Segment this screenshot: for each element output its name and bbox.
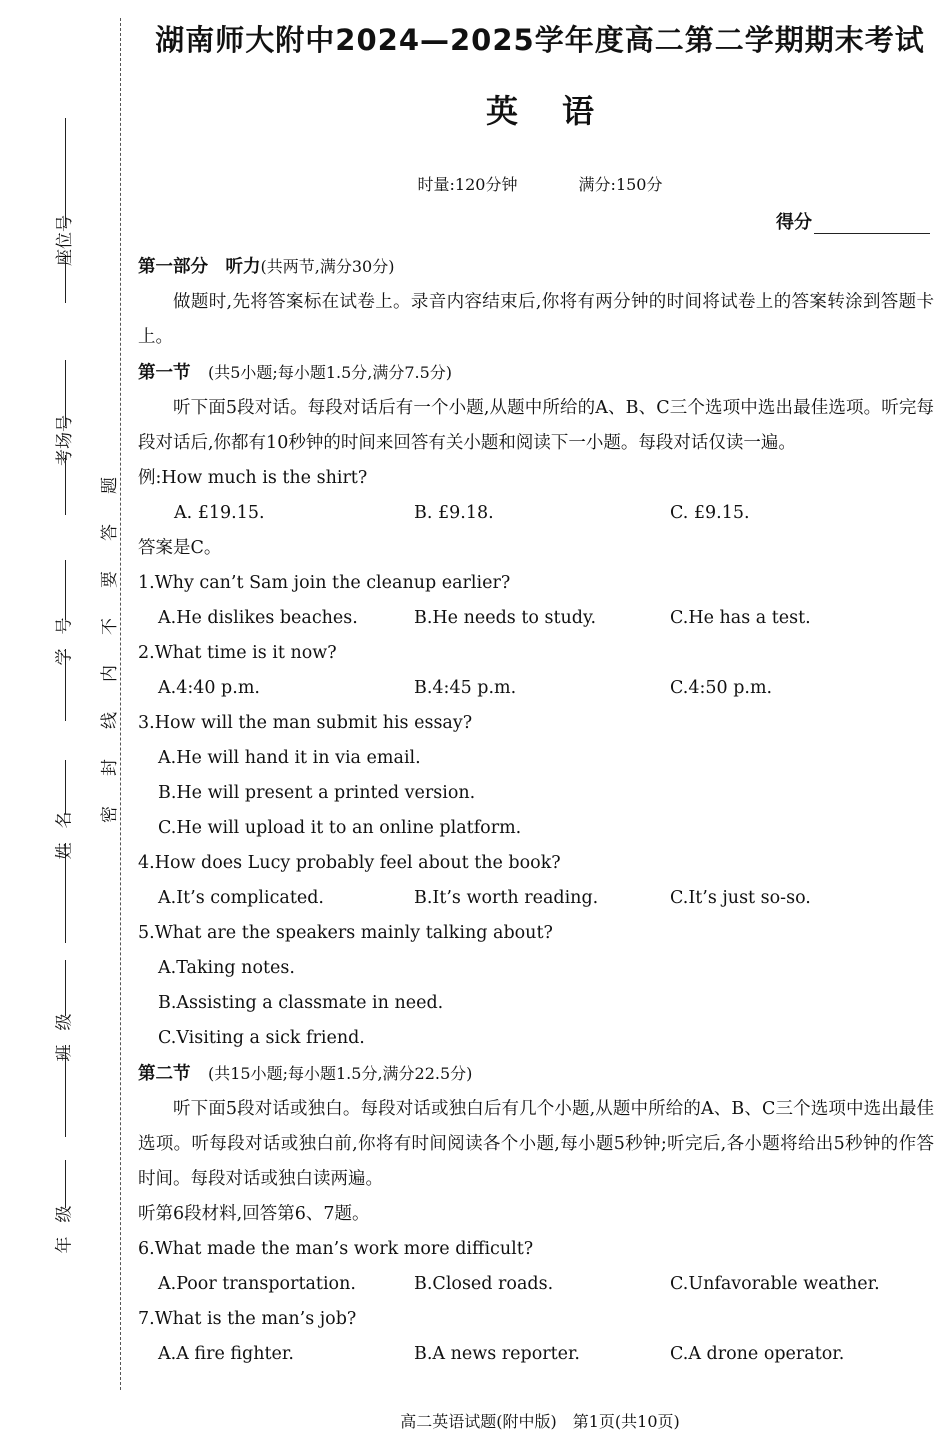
option: B. £9.18. [414,503,494,523]
option-c[interactable]: C.It’s just so-so. [670,888,811,908]
seal-char: 线 [99,712,120,729]
option-a[interactable]: A.A fire fighter. [158,1344,294,1364]
full-score: 满分:150分 [578,175,663,194]
seal-char: 内 [99,665,120,682]
heading-note: (共15小题;每小题1.5分,满分22.5分) [208,1064,473,1083]
option-c[interactable]: C.Unfavorable weather. [670,1274,880,1294]
option: C. £9.15. [670,503,750,523]
field-line [65,118,66,226]
example-answer: 答案是C。 [138,538,222,558]
field-label: 学号 [54,603,75,666]
page-footer: 高二英语试题(附中版) 第1页(共10页) [400,1412,680,1431]
question-6: 6.What made the man’s work more difficult? [138,1239,534,1259]
seal-char: 要 [99,571,120,588]
question-4: 4.How does Lucy probably feel about the book? [138,853,561,873]
grade-field[interactable] [52,1160,78,1254]
name-field[interactable] [52,760,78,943]
question-1: 1.Why can’t Sam join the cleanup earlier? [138,573,511,593]
option-c[interactable]: C.4:50 p.m. [670,678,773,698]
material-note: 听第6段材料,回答第6、7题。 [138,1204,370,1224]
heading-text: 第一部分 听力 [138,257,261,277]
exam-room-field[interactable] [52,360,78,515]
question-7-options [138,1337,934,1372]
score-label: 得分 [776,212,812,233]
seal-char: 答 [99,524,120,541]
section2-heading [138,1056,934,1092]
field-label: 年级 [54,1191,75,1254]
option-a[interactable]: A.Poor transportation. [158,1274,356,1294]
option-a[interactable]: A.Taking notes. [158,958,295,978]
seal-line-notice [98,462,122,838]
question-7: 7.What is the man’s job? [138,1309,357,1329]
option-a[interactable]: A.4:40 p.m. [158,678,260,698]
section1-intro: 听下面5段对话。每段对话后有一个小题,从题中所给的A、B、C三个选项中选出最佳选项。听完每段对话后,你都有10秒钟的时间来回答有关小题和阅读下一小题。每段对话仅读一遍。 [138,398,934,453]
option: A. £19.15. [174,503,265,523]
student-number-field[interactable] [52,560,78,721]
question-4-options [138,881,934,916]
option-a[interactable]: A.It’s complicated. [158,888,324,908]
example-question: 例:How much is the shirt? [138,468,368,488]
question-5: 5.What are the speakers mainly talking about? [138,923,553,943]
question-2-options [138,671,934,706]
field-label: 考场号 [54,415,75,466]
seal-char: 密 [99,806,120,823]
section2-intro: 听下面5段对话或独白。每段对话或独白后有几个小题,从题中所给的A、B、C三个选项中选出最佳选项。听每段对话或独白前,你将有时间阅读各个小题,每小题5秒钟;听完后,各小题将给出5秒钟的作答时间。每段对话或独白读两遍。 [138,1099,934,1189]
subject-char: 英 [485,92,518,130]
seal-char: 题 [99,477,120,494]
option-c[interactable]: C.Visiting a sick friend. [158,1028,365,1048]
heading-text: 第二节 [138,1064,191,1084]
section1-heading [138,355,934,391]
part1-intro: 做题时,先将答案标在试卷上。录音内容结束后,你将有两分钟的时间将试卷上的答案转涂到答题卡上。 [138,292,934,347]
part1-heading [138,249,934,285]
seal-char: 不 [99,618,120,635]
exam-title: 湖南师大附中2024—2025学年度高二第二学期期末考试 [155,23,925,57]
option-c[interactable]: C.He has a test. [670,608,811,628]
field-label: 姓名 [54,797,75,860]
option-c[interactable]: C.He will upload it to an online platform. [158,818,522,838]
score-box [776,208,930,234]
question-6-options [138,1267,934,1302]
seal-char: 封 [99,759,120,776]
time-limit: 时量:120分钟 [417,175,518,194]
score-blank[interactable] [814,215,930,234]
subject-title [140,86,940,132]
question-2: 2.What time is it now? [138,643,337,663]
option-b[interactable]: B.Assisting a classmate in need. [158,993,444,1013]
heading-note: (共5小题;每小题1.5分,满分7.5分) [208,363,453,382]
option-b[interactable]: B.It’s worth reading. [414,888,599,908]
option-c[interactable]: C.A drone operator. [670,1344,845,1364]
heading-text: 第一节 [138,363,191,383]
question-1-options [138,601,934,636]
seat-number-field[interactable] [52,118,78,303]
field-label: 班级 [54,999,75,1062]
option-a[interactable]: A.He dislikes beaches. [158,608,358,628]
heading-note: (共两节,满分30分) [260,257,395,276]
option-b[interactable]: B.A news reporter. [414,1344,580,1364]
exam-content [138,249,934,1372]
exam-info [140,172,940,195]
field-label: 座位号 [54,215,75,266]
option-b[interactable]: B.He needs to study. [414,608,597,628]
option-b[interactable]: B.4:45 p.m. [414,678,517,698]
option-a[interactable]: A.He will hand it in via email. [158,748,421,768]
option-b[interactable]: B.He will present a printed version. [158,783,476,803]
class-field[interactable] [52,960,78,1137]
subject-char: 语 [562,92,595,130]
example-options [138,496,934,531]
question-3: 3.How will the man submit his essay? [138,713,473,733]
option-b[interactable]: B.Closed roads. [414,1274,554,1294]
